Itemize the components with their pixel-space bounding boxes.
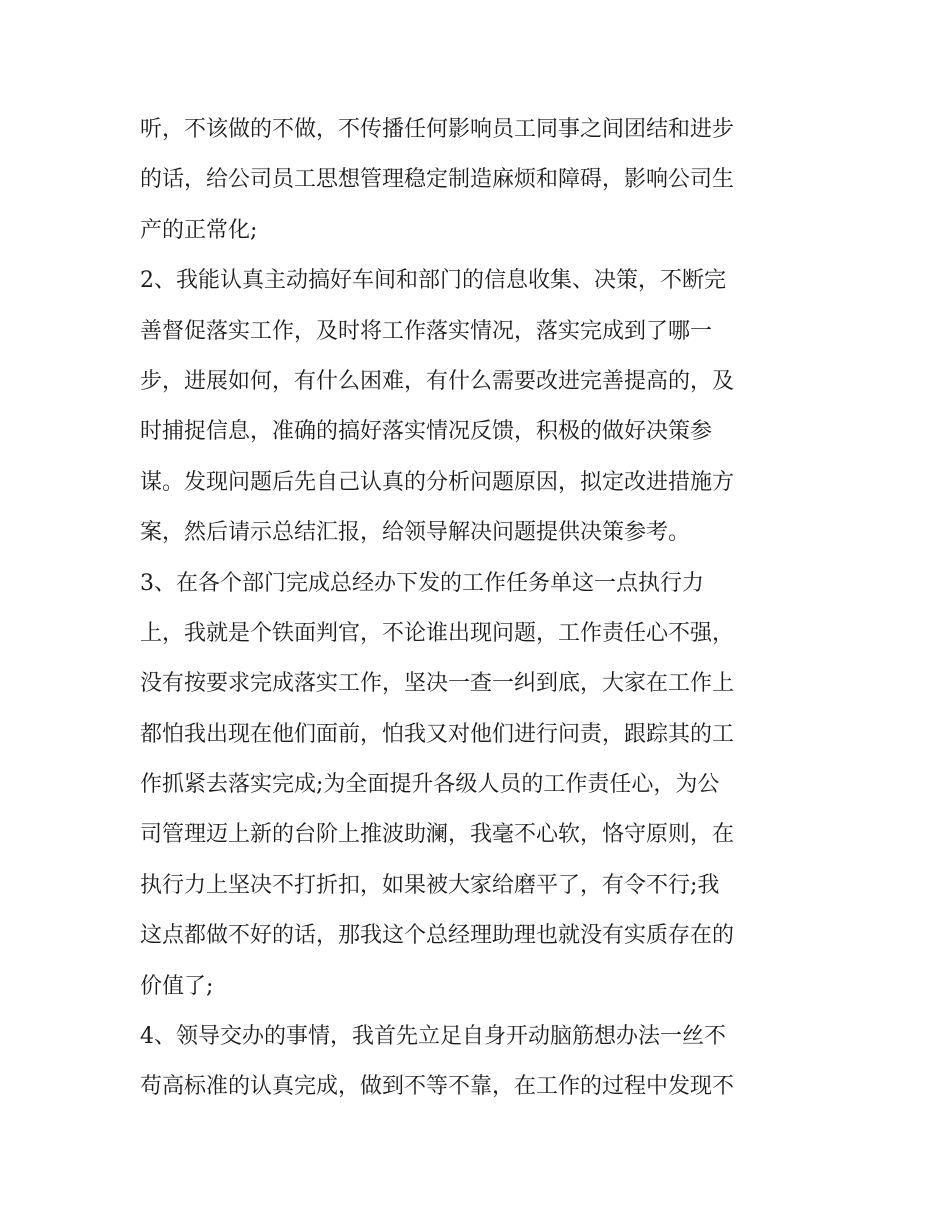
- text-line: 作抓紧去落实完成;为全面提升各级人员的工作责任心，为公: [140, 772, 720, 798]
- text-line: 没有按要求完成落实工作，坚决一查一纠到底，大家在工作上: [140, 671, 735, 697]
- text-line: 步，进展如何，有什么困难，有什么需要改进完善提高的，及: [140, 368, 735, 394]
- text-line: 善督促落实工作，及时将工作落实情况，落实完成到了哪一: [140, 318, 713, 344]
- text-line: 价值了;: [140, 973, 214, 999]
- text-line: 时捕捉信息，准确的搞好落实情况反馈，积极的做好决策参: [140, 419, 713, 445]
- text-line: 苟高标准的认真完成，做到不等不靠，在工作的过程中发现不: [140, 1074, 735, 1100]
- document-body: [140, 105, 820, 1113]
- text-line: 上，我就是个铁面判官，不论谁出现问题，工作责任心不强，: [140, 620, 735, 646]
- text-line: 2、我能认真主动搞好车间和部门的信息收集、决策，不断完: [140, 268, 726, 294]
- text-line: 3、在各个部门完成总经办下发的工作任务单这一点执行力: [140, 570, 704, 596]
- text-line: 都怕我出现在他们面前，怕我又对他们进行问责，跟踪其的工: [140, 721, 735, 747]
- text-line: 案，然后请示总结汇报，给领导解决问题提供决策参考。: [140, 520, 691, 546]
- text-line: 司管理迈上新的台阶上推波助澜，我毫不心软，恪守原则，在: [140, 822, 735, 848]
- text-line: 这点都做不好的话，那我这个总经理助理也就没有实质存在的: [140, 923, 735, 949]
- text-line: 听，不该做的不做，不传播任何影响员工同事之间团结和进步: [140, 117, 735, 142]
- text-line: 4、领导交办的事情，我首先立足自身开动脑筋想办法一丝不: [140, 1024, 726, 1050]
- text-line: 的话，给公司员工思想管理稳定制造麻烦和障碍，影响公司生: [140, 167, 735, 193]
- text-line: 产的正常化;: [140, 217, 258, 243]
- text-line: 执行力上坚决不打折扣，如果被大家给磨平了，有令不行;我: [140, 872, 720, 898]
- text-line: 谋。发现问题后先自己认真的分析问题原因，拟定改进措施方: [140, 469, 735, 495]
